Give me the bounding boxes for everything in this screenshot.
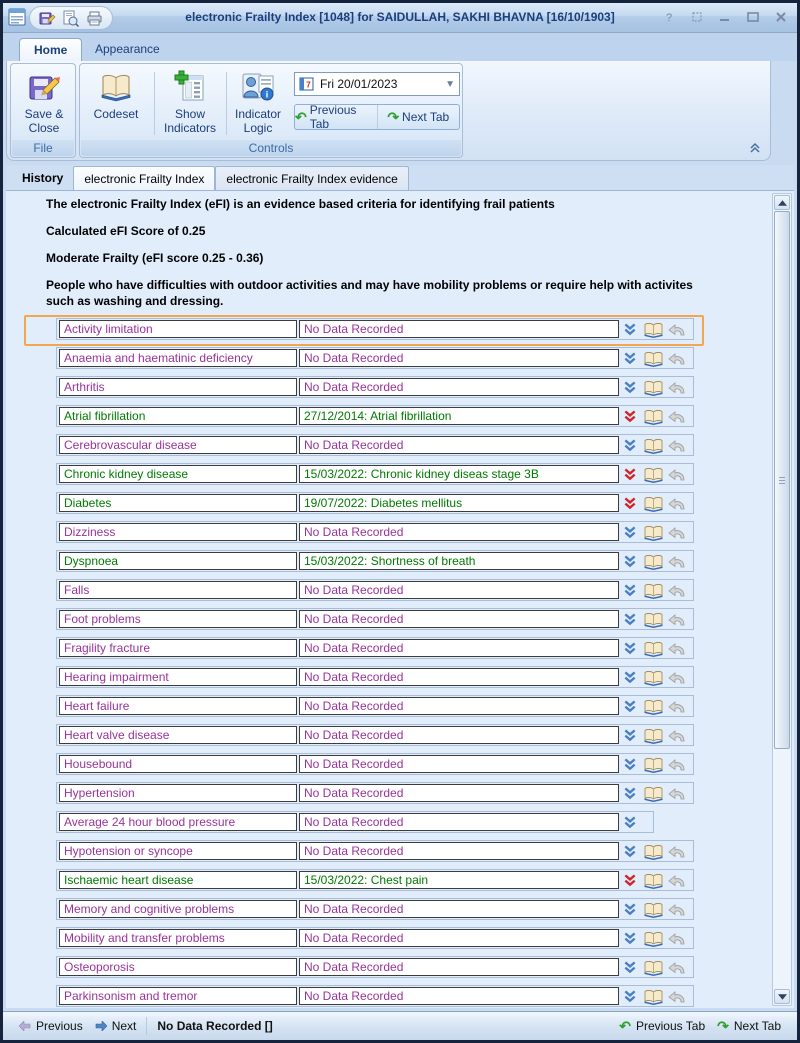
svg-text:7: 7 — [306, 80, 311, 90]
codeset-lookup-icon[interactable] — [643, 466, 664, 483]
indicator-value[interactable]: No Data Recorded — [299, 697, 619, 715]
next-tab-button-bottom[interactable] — [711, 1019, 787, 1033]
indicator-row — [6, 898, 794, 920]
intro-line-2: Calculated eFI Score of 0.25 — [46, 224, 206, 238]
svg-text:i: i — [265, 89, 269, 100]
codeset-lookup-icon[interactable] — [643, 553, 664, 570]
expand-chevron-icon[interactable] — [623, 380, 637, 394]
indicator-value[interactable]: No Data Recorded — [299, 436, 619, 454]
window-title: electronic Frailty Index [1048] for SAIDULLAH, SAKHI BHAVNA [16/10/1903] — [185, 10, 615, 24]
undo-arrow-icon[interactable] — [667, 757, 687, 772]
help-icon[interactable] — [661, 9, 677, 25]
undo-arrow-icon[interactable] — [667, 612, 687, 627]
next-tab-label: Next Tab — [402, 110, 450, 124]
indicator-label: Falls — [59, 581, 297, 599]
undo-arrow-icon[interactable] — [667, 438, 687, 453]
previous-button[interactable] — [13, 1019, 89, 1033]
indicator-label: Heart failure — [59, 697, 297, 715]
codeset-lookup-icon[interactable] — [643, 321, 664, 338]
codeset-lookup-icon[interactable] — [643, 408, 664, 425]
previous-tab-icon: ↶ — [295, 109, 307, 125]
intro-text — [46, 196, 736, 320]
tab-efi-evidence[interactable]: electronic Frailty Index evidence — [215, 166, 408, 190]
indicator-row — [6, 637, 794, 659]
expand-chevron-icon[interactable] — [623, 438, 637, 452]
ribbon-group-controls — [79, 63, 463, 158]
expand-chevron-icon[interactable] — [623, 409, 637, 423]
next-tab-icon: ↷ — [387, 109, 400, 125]
codeset-icon — [99, 70, 133, 104]
expand-chevron-icon[interactable] — [623, 699, 637, 713]
previous-tab-button-bottom[interactable] — [613, 1019, 711, 1033]
page-tab-strip — [6, 165, 794, 191]
indicator-label: Dyspnoea — [59, 552, 297, 570]
show-indicators-label: Show Indicators — [163, 107, 217, 135]
expand-chevron-icon[interactable] — [623, 815, 637, 829]
indicator-row — [6, 840, 794, 862]
indicator-value[interactable]: No Data Recorded — [299, 929, 619, 947]
codeset-lookup-icon[interactable] — [643, 727, 664, 744]
tab-navigation — [294, 104, 460, 130]
scroll-down-icon[interactable] — [774, 989, 790, 1004]
indicator-row — [6, 782, 794, 804]
expand-chevron-icon[interactable] — [623, 757, 637, 771]
indicator-row — [6, 579, 794, 601]
previous-tab-label: Previous Tab — [309, 103, 357, 131]
indicator-row — [6, 695, 794, 717]
indicator-value[interactable]: No Data Recorded — [299, 813, 619, 831]
codeset-lookup-icon[interactable] — [643, 843, 664, 860]
indicator-value[interactable]: No Data Recorded — [299, 726, 619, 744]
maximize-icon[interactable] — [745, 9, 761, 25]
intro-line-4: People who have difficulties with outdoor activities and may have mobility problems or require help with activites such as washing and dressing. — [46, 278, 693, 308]
undo-arrow-icon[interactable] — [667, 873, 687, 888]
indicator-row — [6, 811, 794, 833]
indicator-row — [6, 347, 794, 369]
indicator-label: Cerebrovascular disease — [59, 436, 297, 454]
ribbon-group-file-label: File — [12, 140, 74, 156]
indicator-logic-label: Indicator Logic — [234, 107, 282, 135]
codeset-lookup-icon[interactable] — [643, 611, 664, 628]
ribbon-group-controls-label: Controls — [81, 140, 461, 156]
expand-chevron-icon[interactable] — [623, 844, 637, 858]
indicator-value[interactable]: No Data Recorded — [299, 523, 619, 541]
indicator-label: Hearing impairment — [59, 668, 297, 686]
codeset-lookup-icon[interactable] — [643, 756, 664, 773]
previous-tab-icon: ↶ — [619, 1018, 631, 1034]
expand-chevron-icon[interactable] — [623, 902, 637, 916]
indicator-label: Memory and cognitive problems — [59, 900, 297, 918]
indicator-row — [6, 405, 794, 427]
indicator-value[interactable]: No Data Recorded — [299, 378, 619, 396]
save-close-icon — [27, 70, 61, 104]
expand-chevron-icon[interactable] — [623, 612, 637, 626]
previous-label: Previous — [36, 1019, 83, 1033]
codeset-lookup-icon[interactable] — [643, 698, 664, 715]
indicator-row — [6, 521, 794, 543]
indicator-value[interactable]: No Data Recorded — [299, 784, 619, 802]
indicator-value[interactable]: No Data Recorded — [299, 320, 619, 338]
svg-text:?: ? — [665, 12, 673, 24]
intro-line-3: Moderate Frailty (eFI score 0.25 - 0.36) — [46, 251, 264, 265]
indicator-list — [6, 318, 794, 1008]
date-value: Fri 20/01/2023 — [320, 77, 398, 91]
close-icon[interactable] — [773, 9, 789, 25]
collapse-ribbon-icon[interactable] — [748, 142, 762, 154]
indicator-row — [6, 376, 794, 398]
expand-chevron-icon[interactable] — [623, 351, 637, 365]
status-bar — [3, 1011, 797, 1040]
expand-chevron-icon[interactable] — [623, 467, 637, 481]
scroll-up-icon[interactable] — [774, 195, 790, 210]
codeset-lookup-icon[interactable] — [643, 988, 664, 1005]
indicator-label: Anaemia and haematinic deficiency — [59, 349, 297, 367]
indicator-row — [6, 985, 794, 1007]
save-close-label: Save & Close — [24, 107, 64, 135]
indicator-label: Housebound — [59, 755, 297, 773]
previous-tab-label: Previous Tab — [635, 1019, 706, 1033]
codeset-lookup-icon[interactable] — [643, 640, 664, 657]
indicator-value[interactable]: No Data Recorded — [299, 987, 619, 1005]
undo-arrow-icon[interactable] — [667, 641, 687, 656]
codeset-lookup-icon[interactable] — [643, 437, 664, 454]
next-tab-icon: ↷ — [717, 1018, 729, 1034]
codeset-lookup-icon[interactable] — [643, 959, 664, 976]
resize-icon[interactable] — [689, 9, 705, 25]
undo-arrow-icon[interactable] — [667, 699, 687, 714]
indicator-row — [6, 956, 794, 978]
indicator-row — [6, 724, 794, 746]
indicator-row — [6, 492, 794, 514]
expand-chevron-icon[interactable] — [623, 641, 637, 655]
indicator-value[interactable]: No Data Recorded — [299, 755, 619, 773]
ribbon-tab-strip — [3, 33, 797, 61]
indicator-row — [6, 666, 794, 688]
expand-chevron-icon[interactable] — [623, 583, 637, 597]
undo-arrow-icon[interactable] — [667, 583, 687, 598]
codeset-label: Codeset — [93, 107, 139, 121]
next-arrow-icon — [95, 1021, 107, 1031]
calendar-icon — [299, 76, 315, 92]
indicator-value[interactable]: 15/03/2022: Chronic kidney diseas stage 3B — [299, 465, 619, 483]
minimize-icon[interactable] — [717, 9, 733, 25]
indicator-row — [6, 550, 794, 572]
indicator-value[interactable]: 15/03/2022: Shortness of breath — [299, 552, 619, 570]
codeset-lookup-icon[interactable] — [643, 872, 664, 889]
expand-chevron-icon[interactable] — [623, 873, 637, 887]
indicator-value[interactable]: No Data Recorded — [299, 639, 619, 657]
undo-arrow-icon[interactable] — [667, 322, 687, 337]
undo-arrow-icon[interactable] — [667, 351, 687, 366]
indicator-label: Atrial fibrillation — [59, 407, 297, 425]
indicator-value[interactable]: No Data Recorded — [299, 958, 619, 976]
next-label: Next — [111, 1019, 137, 1033]
ribbon — [6, 61, 771, 161]
indicator-label: Parkinsonism and tremor — [59, 987, 297, 1005]
codeset-lookup-icon[interactable] — [643, 379, 664, 396]
indicator-label: Ischaemic heart disease — [59, 871, 297, 889]
codeset-lookup-icon[interactable] — [643, 785, 664, 802]
vertical-scrollbar[interactable] — [772, 193, 792, 1006]
indicator-label: Arthritis — [59, 378, 297, 396]
undo-arrow-icon[interactable] — [667, 380, 687, 395]
next-tab-label: Next Tab — [733, 1019, 781, 1033]
indicator-value[interactable]: No Data Recorded — [299, 668, 619, 686]
indicator-label: Heart valve disease — [59, 726, 297, 744]
indicator-value[interactable]: 19/07/2022: Diabetes mellitus — [299, 494, 619, 512]
indicator-label: Osteoporosis — [59, 958, 297, 976]
indicator-label: Hypertension — [59, 784, 297, 802]
undo-arrow-icon[interactable] — [667, 525, 687, 540]
codeset-lookup-icon[interactable] — [643, 582, 664, 599]
indicator-row — [6, 608, 794, 630]
undo-arrow-icon[interactable] — [667, 554, 687, 569]
ribbon-tab-appearance[interactable]: Appearance — [95, 42, 160, 56]
indicator-label: Diabetes — [59, 494, 297, 512]
undo-arrow-icon[interactable] — [667, 844, 687, 859]
undo-arrow-icon[interactable] — [667, 670, 687, 685]
indicator-value[interactable]: No Data Recorded — [299, 900, 619, 918]
indicator-value[interactable]: No Data Recorded — [299, 349, 619, 367]
undo-arrow-icon[interactable] — [667, 467, 687, 482]
codeset-lookup-icon[interactable] — [643, 350, 664, 367]
undo-arrow-icon[interactable] — [667, 786, 687, 801]
indicator-row — [6, 318, 794, 340]
status-message: No Data Recorded [] — [157, 1019, 273, 1033]
expand-chevron-icon[interactable] — [623, 786, 637, 800]
codeset-lookup-icon[interactable] — [643, 930, 664, 947]
codeset-lookup-icon[interactable] — [643, 524, 664, 541]
previous-arrow-icon — [19, 1021, 31, 1031]
previous-tab-button[interactable] — [295, 105, 377, 129]
indicator-logic-icon — [241, 70, 275, 104]
indicator-value[interactable]: No Data Recorded — [299, 842, 619, 860]
codeset-button[interactable] — [84, 68, 148, 121]
indicator-label: Average 24 hour blood pressure — [59, 813, 297, 831]
tab-history[interactable]: History — [22, 171, 64, 185]
title-bar — [3, 3, 797, 33]
expand-chevron-icon[interactable] — [623, 670, 637, 684]
indicator-row — [6, 753, 794, 775]
intro-line-1: The electronic Frailty Index (eFI) is an evidence based criteria for identifying frail patients — [46, 197, 555, 211]
expand-chevron-icon[interactable] — [623, 728, 637, 742]
indicator-value[interactable]: 27/12/2014: Atrial fibrillation — [299, 407, 619, 425]
indicator-row — [6, 927, 794, 949]
consultation-date-picker[interactable] — [294, 72, 460, 96]
expand-chevron-icon[interactable] — [623, 989, 637, 1003]
expand-chevron-icon[interactable] — [623, 322, 637, 336]
indicator-logic-button[interactable] — [226, 68, 290, 135]
expand-chevron-icon[interactable] — [623, 525, 637, 539]
undo-arrow-icon[interactable] — [667, 960, 687, 975]
tab-efi[interactable]: electronic Frailty Index — [73, 166, 215, 190]
indicator-label: Mobility and transfer problems — [59, 929, 297, 947]
indicator-label: Hypotension or syncope — [59, 842, 297, 860]
indicator-row — [6, 869, 794, 891]
undo-arrow-icon[interactable] — [667, 728, 687, 743]
undo-arrow-icon[interactable] — [667, 409, 687, 424]
codeset-lookup-icon[interactable] — [643, 495, 664, 512]
indicator-label: Fragility fracture — [59, 639, 297, 657]
indicator-value[interactable]: No Data Recorded — [299, 610, 619, 628]
indicator-label: Activity limitation — [59, 320, 297, 338]
indicator-row — [6, 434, 794, 456]
expand-chevron-icon[interactable] — [623, 931, 637, 945]
indicator-row — [6, 463, 794, 485]
scrollbar-thumb[interactable] — [774, 211, 790, 749]
codeset-lookup-icon[interactable] — [643, 669, 664, 686]
ribbon-tab-home[interactable]: Home — [19, 38, 82, 61]
indicator-label: Chronic kidney disease — [59, 465, 297, 483]
next-button[interactable] — [89, 1019, 143, 1033]
undo-arrow-icon[interactable] — [667, 496, 687, 511]
undo-arrow-icon[interactable] — [667, 931, 687, 946]
undo-arrow-icon[interactable] — [667, 902, 687, 917]
expand-chevron-icon[interactable] — [623, 554, 637, 568]
expand-chevron-icon[interactable] — [623, 960, 637, 974]
indicator-label: Dizziness — [59, 523, 297, 541]
expand-chevron-icon[interactable] — [623, 496, 637, 510]
indicator-label: Foot problems — [59, 610, 297, 628]
date-dropdown-icon[interactable]: ▼ — [445, 78, 455, 90]
ribbon-group-file — [10, 63, 76, 158]
undo-arrow-icon[interactable] — [667, 989, 687, 1004]
indicator-value[interactable]: No Data Recorded — [299, 581, 619, 599]
template-content — [6, 191, 794, 1008]
indicator-value[interactable]: 15/03/2022: Chest pain — [299, 871, 619, 889]
show-indicators-button[interactable] — [158, 68, 222, 135]
save-close-button[interactable] — [12, 68, 76, 135]
next-tab-button[interactable] — [377, 105, 460, 129]
show-indicators-icon — [173, 70, 207, 104]
codeset-lookup-icon[interactable] — [643, 901, 664, 918]
